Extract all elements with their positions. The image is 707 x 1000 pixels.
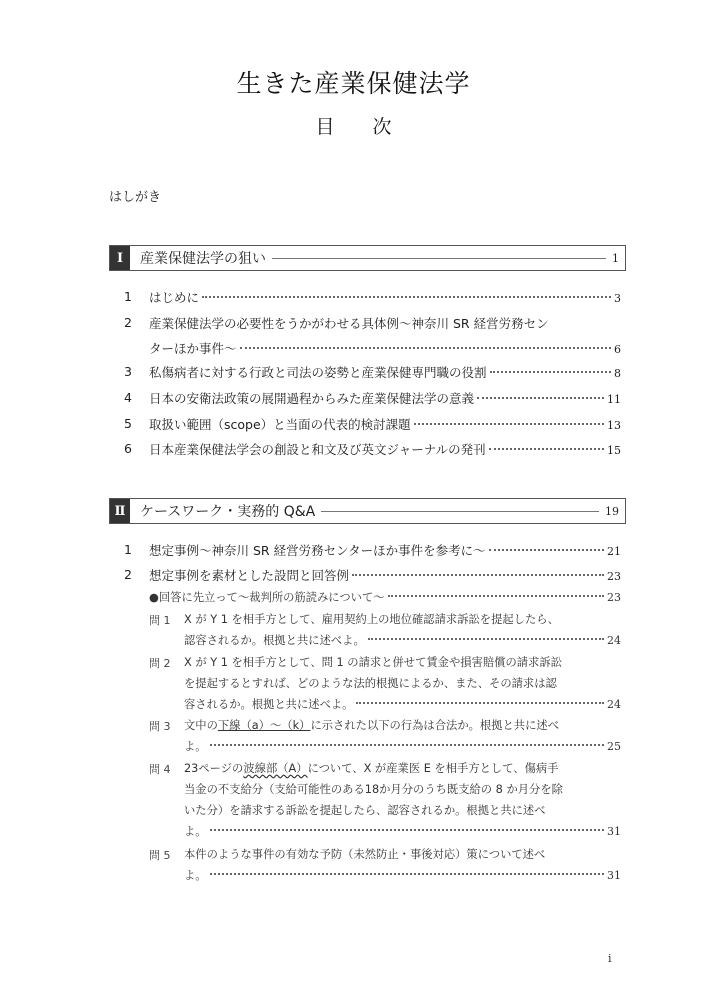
- question-2-line-2[interactable]: [184, 675, 621, 691]
- toc-heading: 目 次: [315, 116, 408, 138]
- dot-leader: [210, 829, 604, 831]
- toc-entry-2-2[interactable]: [149, 566, 621, 584]
- chapter-number-badge: Ⅰ: [110, 246, 130, 270]
- dot-leader: [356, 702, 604, 704]
- page-number: 23: [607, 570, 621, 583]
- question-2-line-3[interactable]: [184, 696, 621, 712]
- section-title: 私傷病者に対する行政と司法の姿勢と産業保健専門職の役割: [149, 365, 487, 380]
- dot-leader: [414, 423, 604, 425]
- section-title: 日本産業保健法学会の創設と和文及び英文ジャーナルの発刊: [149, 442, 486, 457]
- question-text: 容されるか。根拠と共に述べよ。: [184, 698, 354, 711]
- text-part: 23ページの: [184, 762, 244, 775]
- question-label: 問 1: [149, 614, 171, 627]
- chapter-title: 産業保健法学の狙い: [140, 251, 266, 267]
- question-label: 問 4: [149, 763, 171, 776]
- page-number: 24: [607, 698, 621, 711]
- section-title-cont: ターほか事件〜: [149, 341, 237, 356]
- section-number: 3: [124, 364, 132, 379]
- section-title: 想定事例を素材とした設問と回答例: [149, 568, 350, 583]
- question-4-line-1[interactable]: [184, 760, 621, 776]
- question-4-line-3[interactable]: [184, 802, 621, 818]
- question-3-line-1[interactable]: [184, 717, 621, 733]
- dot-leader: [368, 638, 604, 640]
- dot-leader: [489, 549, 604, 551]
- question-text: よ。: [184, 825, 207, 838]
- question-4-line-2[interactable]: [184, 781, 621, 797]
- leader-line: [321, 511, 599, 512]
- question-1-line-1[interactable]: [184, 611, 621, 627]
- dot-leader: [210, 744, 604, 746]
- dot-leader: [210, 873, 604, 875]
- question-4-line-4[interactable]: [184, 823, 621, 839]
- chapter-page-number: 1: [612, 251, 619, 265]
- page-folio: i: [608, 952, 612, 965]
- dot-leader: [240, 347, 611, 349]
- underlined-reference: 下線（a）〜（k）: [217, 719, 311, 732]
- page-number: 8: [614, 367, 621, 380]
- section-title: 想定事例〜神奈川 SR 経営労務センターほか事件を参考に〜: [149, 543, 486, 558]
- page-number: 31: [607, 869, 621, 882]
- question-text: よ。: [184, 740, 207, 753]
- question-text: X が Y 1 を相手方として、雇用契約上の地位確認請求訴訟を提起したら、: [184, 613, 559, 626]
- toc-entry-1-5[interactable]: [149, 415, 621, 433]
- section-number: 1: [124, 289, 132, 304]
- question-2-line-1[interactable]: [184, 654, 621, 670]
- chapter-heading-2[interactable]: [109, 498, 626, 524]
- question-text: 認容されるか。根拠と共に述べよ。: [184, 634, 365, 647]
- section-number: 5: [124, 416, 132, 431]
- question-text: を提起するとすれば、どのような法的根拠によるか、また、その請求は認: [184, 677, 557, 690]
- chapter-heading-1[interactable]: [109, 245, 626, 271]
- section-title: 産業保健法学の必要性をうかがわせる具体例〜神奈川 SR 経営労務セン: [149, 316, 549, 331]
- question-text: X が Y 1 を相手方として、問 1 の請求と併せて賃金や損害賠償の請求訴訟: [184, 656, 562, 669]
- leader-line: [272, 258, 606, 259]
- question-text: 当金の不支給分（支給可能性のある18か月分のうち既支給の 8 か月分を除: [184, 783, 563, 796]
- question-text: いた分）を請求する訴訟を提起したら、認容されるか。根拠と共に述べ: [184, 804, 546, 817]
- toc-entry-1-2-cont[interactable]: [149, 339, 621, 357]
- question-1-line-2[interactable]: [184, 632, 621, 648]
- text-part: 文中の: [184, 719, 218, 732]
- toc-entry-1-4[interactable]: [149, 389, 621, 407]
- question-5-line-2[interactable]: [184, 867, 621, 883]
- page-number: 23: [607, 591, 621, 604]
- question-label: 問 2: [149, 657, 171, 670]
- text-part: について、X が産業医 E を相手方として、傷病手: [307, 762, 559, 775]
- question-5-line-1[interactable]: [184, 846, 621, 862]
- question-text: [184, 760, 558, 776]
- section-number: 2: [124, 315, 132, 330]
- toc-entry-2-1[interactable]: [149, 541, 621, 559]
- toc-entry-1-3[interactable]: [149, 363, 621, 381]
- page-number: 11: [607, 393, 621, 406]
- page-number: 25: [607, 740, 621, 753]
- note-title: ●回答に先立って〜裁判所の筋読みについて〜: [149, 591, 385, 604]
- page-number: 31: [607, 825, 621, 838]
- chapter-number-badge: Ⅱ: [110, 499, 130, 523]
- toc-entry-1-6[interactable]: [149, 440, 621, 458]
- section-title: はじめに: [149, 290, 200, 305]
- toc-entry-1-1[interactable]: [149, 288, 621, 306]
- question-label: 問 3: [149, 720, 171, 733]
- section-title: 日本の安衛法政策の展開過程からみた産業保健法学の意義: [149, 391, 475, 406]
- dot-leader: [388, 595, 604, 597]
- page-number: 13: [607, 419, 621, 432]
- text-part: に示された以下の行為は合法か。根拠と共に述べ: [310, 719, 559, 732]
- question-text: [184, 717, 559, 733]
- section-number: 6: [124, 441, 132, 456]
- dot-leader: [477, 397, 604, 399]
- section-title: 取扱い範囲（scope）と当面の代表的検討課題: [149, 417, 411, 432]
- wavy-underlined-reference: 波線部（A）: [243, 762, 308, 775]
- dot-leader: [352, 574, 604, 576]
- dot-leader: [489, 448, 604, 450]
- preface-entry[interactable]: はしがき: [109, 190, 162, 205]
- page-number: 24: [607, 634, 621, 647]
- dot-leader: [202, 296, 611, 298]
- page-number: 21: [607, 545, 621, 558]
- section-number: 4: [124, 390, 132, 405]
- section-number: 1: [124, 542, 132, 557]
- question-label: 問 5: [149, 849, 171, 862]
- question-text: 本件のような事件の有効な予防（未然防止・事後対応）策について述べ: [184, 848, 546, 861]
- toc-note[interactable]: [149, 589, 621, 605]
- page-number: 6: [614, 343, 621, 356]
- section-number: 2: [124, 567, 132, 582]
- page-number: 3: [614, 292, 621, 305]
- chapter-page-number: 19: [605, 504, 619, 518]
- question-3-line-2[interactable]: [184, 738, 621, 754]
- question-text: よ。: [184, 869, 207, 882]
- toc-entry-1-2[interactable]: [149, 314, 621, 332]
- chapter-title: ケースワーク・実務的 Q&A: [140, 504, 316, 520]
- book-title: 生きた産業保健法学: [236, 69, 471, 98]
- page-number: 15: [607, 444, 621, 457]
- dot-leader: [490, 371, 611, 373]
